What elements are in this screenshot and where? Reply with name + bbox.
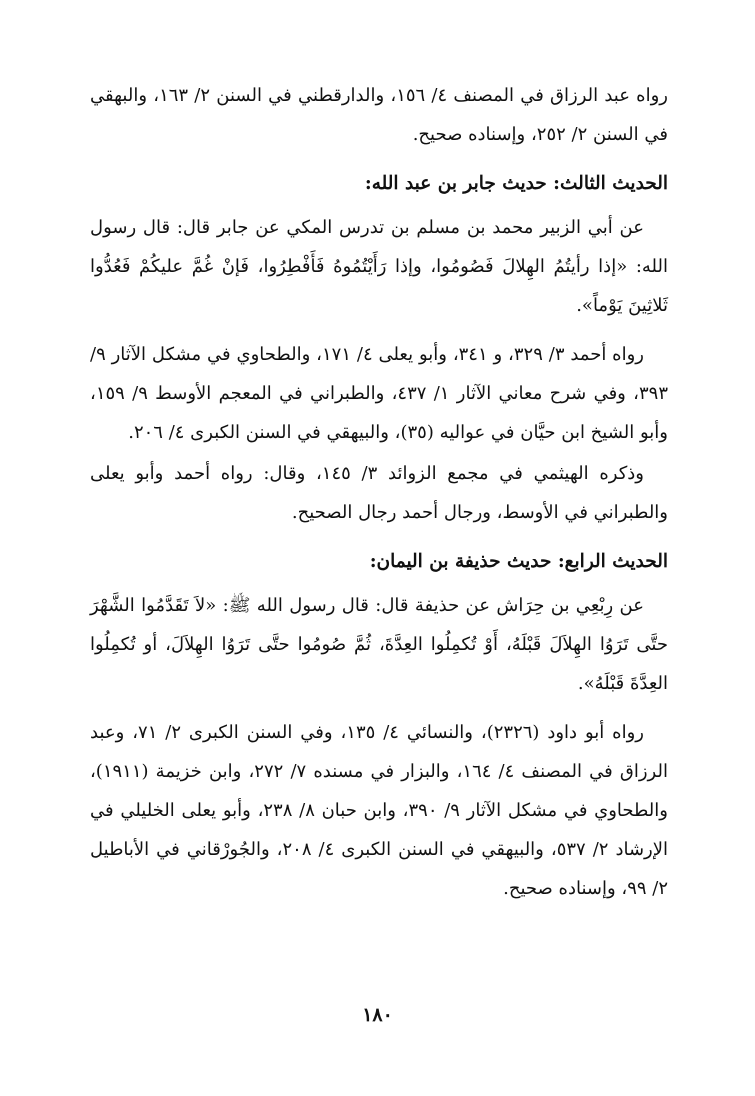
page-number: ١٨٠: [362, 1004, 393, 1026]
heading-hadith-four: الحديث الرابع: حديث حذيفة بن اليمان:: [369, 551, 668, 572]
heading-hadith-three: الحديث الثالث: حديث جابر بن عبد الله:: [364, 173, 668, 194]
page-body: [90, 76, 668, 908]
paragraph-jabir-sources: رواه أحمد ٣/ ٣٢٩، و ٣٤١، وأبو يعلى ٤/ ١٧١، والطحاوي في مشكل الآثار ٩/ ٣٩٣، وفي شرح معاني الآثار ١/ ٤٣٧، والطبراني في المعجم الأوسط ٩/ ١٥٩، وأبو الشيخ ابن حيَّان في عواليه (٣٥)، والبيهقي في السنن الكبرى ٤/ ٢٠٦.: [90, 344, 668, 443]
paragraph-hadith-hudhayfa: عن رِبْعِي بن حِرَاش عن حذيفة قال: قال رسول الله ﷺ: «لاَ تَقَدَّمُوا الشَّهْرَ حتَّى تَرَوُا الهِلاَلَ قَبْلَهُ، أَوْ تُكمِلُوا العِدَّةَ، ثُمَّ صُومُوا حتَّى تَرَوُا الهِلاَلَ، أو تُكمِلُوا العِدَّةَ قَبْلَهُ».: [90, 595, 668, 694]
paragraph-hadith-jabir: عن أبي الزبير محمد بن مسلم بن تدرس المكي عن جابر قال: قال رسول الله: «إذا رأيتُمُ الهِلالَ فَصُومُوا، وإذا رَأَيْتُمُوهُ فَأَفْطِرُوا، فَإنْ غُمَّ عليكُمْ فَعُدُّوا ثَلاثِينَ يَوْماً».: [90, 217, 668, 316]
paragraph-haythami-note: وذكره الهيثمي في مجمع الزوائد ٣/ ١٤٥، وقال: رواه أحمد وأبو يعلى والطبراني في الأوسط، ورجال أحمد رجال الصحيح.: [90, 463, 668, 523]
paragraph-continuation: رواه عبد الرزاق في المصنف ٤/ ١٥٦، والدارقطني في السنن ٢/ ١٦٣، والبهقي في السنن ٢/ ٢٥٢، وإسناده صحيح.: [90, 85, 668, 145]
paragraph-hudhayfa-sources: رواه أبو داود (٢٣٢٦)، والنسائي ٤/ ١٣٥، وفي السنن الكبرى ٢/ ٧١، وعبد الرزاق في المصنف ٤/ ١٦٤، والبزار في مسنده ٧/ ٢٧٢، وابن خزيمة (١٩١١)، والطحاوي في مشكل الآثار ٩/ ٣٩٠، وابن حبان ٨/ ٢٣٨، وأبو يعلى الخليلي في الإرشاد ٢/ ٥٣٧، والبيهقي في السنن الكبرى ٤/ ٢٠٨، والجُورْقاني في الأباطيل ٢/ ٩٩، وإسناده صحيح.: [90, 722, 669, 899]
